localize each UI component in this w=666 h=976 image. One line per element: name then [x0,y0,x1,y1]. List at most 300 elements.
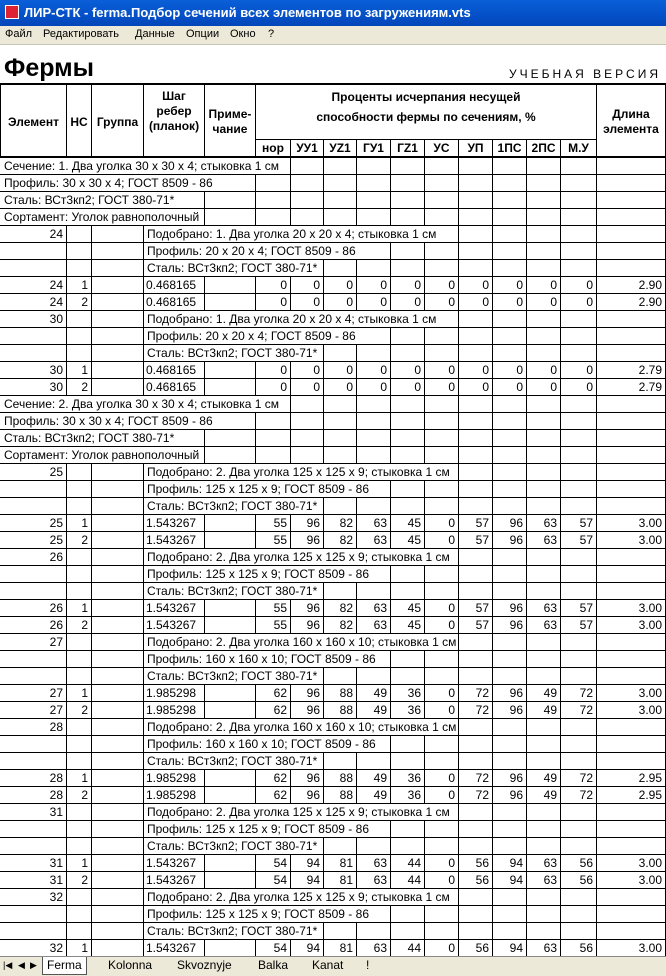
cell[interactable] [91,872,144,888]
cell[interactable] [290,209,324,225]
cell[interactable] [560,889,597,905]
cell-mu[interactable]: 72 [560,770,597,786]
cell[interactable] [492,226,527,242]
cell-up[interactable]: 57 [458,617,493,633]
cell[interactable] [390,566,425,582]
cell[interactable] [204,787,256,803]
cell-element[interactable]: 28 [1,770,67,786]
cell-nor[interactable]: 54 [255,872,291,888]
cell[interactable] [596,736,666,752]
cell[interactable] [1,243,67,259]
cell[interactable] [204,872,256,888]
cell[interactable] [356,328,391,344]
cell[interactable] [424,668,459,684]
cell-up[interactable]: 72 [458,685,493,701]
cell-element[interactable]: 26 [1,549,67,565]
cell-mu[interactable]: 0 [560,362,597,378]
prev-sheet-icon[interactable]: ◀ [18,960,25,970]
cell[interactable] [356,209,391,225]
cell-ns[interactable]: 1 [66,362,92,378]
cell-gu1[interactable]: 0 [356,294,391,310]
cell[interactable] [390,736,425,752]
cell[interactable] [526,447,561,463]
cell[interactable] [458,838,493,854]
cell[interactable] [492,430,527,446]
cell-step[interactable]: 1.985298 [143,685,205,701]
cell[interactable] [290,192,324,208]
cell-gz1[interactable]: 0 [390,294,425,310]
cell-element[interactable]: 26 [1,600,67,616]
cell-1ps[interactable]: 0 [492,362,527,378]
cell[interactable] [390,583,425,599]
cell[interactable] [526,668,561,684]
cell[interactable] [204,855,256,871]
cell[interactable] [356,430,391,446]
cell[interactable] [596,753,666,769]
cell-gu1[interactable]: 49 [356,702,391,718]
cell-mu[interactable]: 56 [560,940,597,956]
cell-element[interactable]: 30 [1,379,67,395]
cell[interactable] [596,311,666,327]
cell-1ps[interactable]: 94 [492,855,527,871]
cell[interactable] [356,243,391,259]
cell-up[interactable]: 72 [458,787,493,803]
cell[interactable] [596,430,666,446]
cell[interactable] [1,583,67,599]
cell[interactable] [91,787,144,803]
cell[interactable] [492,243,527,259]
cell[interactable] [526,736,561,752]
cell[interactable] [91,702,144,718]
cell-us[interactable]: 0 [424,702,459,718]
cell[interactable] [424,175,459,191]
cell-length[interactable]: 2.79 [596,379,666,395]
cell[interactable] [560,243,597,259]
cell[interactable] [560,481,597,497]
cell[interactable] [560,566,597,582]
cell[interactable] [323,175,357,191]
cell-length[interactable]: 2.95 [596,787,666,803]
cell-nor[interactable]: 55 [255,617,291,633]
cell[interactable] [596,566,666,582]
cell[interactable] [424,243,459,259]
cell-uu1[interactable]: 96 [290,600,324,616]
cell[interactable] [560,736,597,752]
cell[interactable] [323,209,357,225]
cell[interactable] [492,481,527,497]
cell-us[interactable]: 0 [424,787,459,803]
cell[interactable] [492,923,527,939]
cell[interactable] [596,464,666,480]
cell-gz1[interactable]: 36 [390,787,425,803]
cell[interactable] [492,260,527,276]
cell[interactable] [492,889,527,905]
cell-us[interactable]: 0 [424,617,459,633]
cell-uu1[interactable]: 0 [290,277,324,293]
cell[interactable] [91,532,144,548]
cell-us[interactable]: 0 [424,362,459,378]
cell[interactable] [526,821,561,837]
cell[interactable] [596,396,666,412]
cell[interactable] [356,753,391,769]
cell[interactable] [204,617,256,633]
cell[interactable] [526,311,561,327]
cell-1ps[interactable]: 96 [492,515,527,531]
cell-2ps[interactable]: 63 [526,532,561,548]
cell-2ps[interactable]: 49 [526,685,561,701]
cell-step[interactable]: 1.543267 [143,855,205,871]
cell-length[interactable]: 3.00 [596,855,666,871]
cell-step[interactable]: 0.468165 [143,277,205,293]
cell[interactable] [91,498,144,514]
cell[interactable] [424,328,459,344]
cell-up[interactable]: 57 [458,515,493,531]
cell[interactable] [492,158,527,174]
cell[interactable] [356,838,391,854]
cell[interactable] [458,583,493,599]
cell[interactable] [204,532,256,548]
cell-us[interactable]: 0 [424,940,459,956]
cell-gz1[interactable]: 0 [390,362,425,378]
cell[interactable] [424,345,459,361]
cell[interactable] [526,345,561,361]
cell[interactable] [560,923,597,939]
cell[interactable] [526,634,561,650]
cell[interactable] [560,906,597,922]
cell-element[interactable]: 31 [1,872,67,888]
cell[interactable] [323,158,357,174]
cell[interactable] [596,226,666,242]
cell[interactable] [290,158,324,174]
cell[interactable] [255,192,291,208]
cell[interactable] [596,719,666,735]
menu-help[interactable]: ? [268,28,275,40]
cell[interactable] [560,583,597,599]
cell[interactable] [458,175,493,191]
cell[interactable] [390,498,425,514]
cell[interactable] [204,770,256,786]
cell[interactable] [204,447,256,463]
cell-gz1[interactable]: 45 [390,515,425,531]
cell-us[interactable]: 0 [424,277,459,293]
cell-nor[interactable]: 54 [255,940,291,956]
cell[interactable] [91,923,144,939]
cell[interactable] [66,719,92,735]
cell[interactable] [458,345,493,361]
cell[interactable] [91,821,144,837]
cell[interactable] [66,481,92,497]
cell[interactable] [91,855,144,871]
cell[interactable] [66,464,92,480]
cell[interactable] [255,209,291,225]
cell[interactable] [596,821,666,837]
cell[interactable] [424,430,459,446]
cell[interactable] [560,634,597,650]
cell[interactable] [91,566,144,582]
tab-kanat[interactable]: Kanat [312,958,344,972]
cell-step[interactable]: 0.468165 [143,379,205,395]
cell[interactable] [458,243,493,259]
cell[interactable] [1,838,67,854]
cell-gz1[interactable]: 0 [390,277,425,293]
cell-nor[interactable]: 55 [255,600,291,616]
cell-ns[interactable]: 1 [66,940,92,956]
cell-ns[interactable]: 2 [66,787,92,803]
cell[interactable] [596,889,666,905]
cell[interactable] [66,583,92,599]
cell[interactable] [560,549,597,565]
cell-ns[interactable]: 2 [66,379,92,395]
cell[interactable] [356,923,391,939]
cell[interactable] [1,328,67,344]
cell[interactable] [492,209,527,225]
cell-gu1[interactable]: 49 [356,787,391,803]
cell-gu1[interactable]: 63 [356,600,391,616]
cell-uu1[interactable]: 96 [290,702,324,718]
cell-element[interactable]: 26 [1,617,67,633]
cell[interactable] [91,583,144,599]
cell-gz1[interactable]: 44 [390,872,425,888]
cell[interactable] [526,328,561,344]
cell-uu1[interactable]: 94 [290,855,324,871]
cell[interactable] [492,413,527,429]
cell[interactable] [492,736,527,752]
cell-gz1[interactable]: 45 [390,532,425,548]
cell[interactable] [66,243,92,259]
cell-element[interactable]: 25 [1,532,67,548]
cell[interactable] [204,379,256,395]
cell-nor[interactable]: 54 [255,855,291,871]
cell[interactable] [492,396,527,412]
cell[interactable] [66,260,92,276]
cell[interactable] [424,838,459,854]
cell[interactable] [492,464,527,480]
cell[interactable] [91,668,144,684]
cell[interactable] [390,821,425,837]
cell-uz1[interactable]: 82 [323,532,357,548]
cell[interactable] [66,906,92,922]
cell[interactable] [560,311,597,327]
cell[interactable] [91,311,144,327]
cell[interactable] [290,430,324,446]
cell-step[interactable]: 1.543267 [143,515,205,531]
cell-uu1[interactable]: 0 [290,362,324,378]
cell[interactable] [91,736,144,752]
cell[interactable] [526,804,561,820]
cell[interactable] [1,260,67,276]
cell-nor[interactable]: 62 [255,685,291,701]
cell[interactable] [424,651,459,667]
cell-length[interactable]: 3.00 [596,685,666,701]
cell[interactable] [458,311,493,327]
cell-element[interactable]: 31 [1,855,67,871]
cell[interactable] [255,413,291,429]
cell[interactable] [424,481,459,497]
cell[interactable] [492,345,527,361]
cell[interactable] [323,430,357,446]
cell-ns[interactable]: 1 [66,600,92,616]
cell[interactable] [424,158,459,174]
cell[interactable] [492,566,527,582]
cell-length[interactable]: 3.00 [596,702,666,718]
cell[interactable] [356,345,391,361]
cell-length[interactable]: 3.00 [596,872,666,888]
cell[interactable] [596,243,666,259]
cell-uu1[interactable]: 94 [290,940,324,956]
cell[interactable] [66,549,92,565]
menu-window[interactable]: Окно [230,28,256,40]
cell-element[interactable]: 27 [1,685,67,701]
cell[interactable] [596,804,666,820]
tab-kolonna[interactable]: Kolonna [108,958,153,972]
cell-ns[interactable]: 2 [66,702,92,718]
cell-uz1[interactable]: 88 [323,702,357,718]
cell[interactable] [66,889,92,905]
cell[interactable] [596,413,666,429]
cell[interactable] [290,413,324,429]
cell[interactable] [66,821,92,837]
cell-gu1[interactable]: 49 [356,770,391,786]
cell[interactable] [596,906,666,922]
cell-step[interactable]: 1.985298 [143,787,205,803]
cell[interactable] [91,617,144,633]
cell[interactable] [596,668,666,684]
cell[interactable] [526,192,561,208]
cell-nor[interactable]: 0 [255,277,291,293]
cell[interactable] [1,753,67,769]
cell[interactable] [596,634,666,650]
cell-step[interactable]: 1.543267 [143,940,205,956]
cell[interactable] [323,192,357,208]
cell[interactable] [91,804,144,820]
cell[interactable] [390,651,425,667]
cell[interactable] [66,651,92,667]
cell-mu[interactable]: 57 [560,600,597,616]
cell-length[interactable]: 2.90 [596,294,666,310]
cell-uz1[interactable]: 0 [323,379,357,395]
cell[interactable] [596,345,666,361]
cell-gu1[interactable]: 0 [356,362,391,378]
cell[interactable] [526,498,561,514]
cell-1ps[interactable]: 0 [492,294,527,310]
cell[interactable] [458,413,493,429]
cell[interactable] [596,481,666,497]
tab-ferma[interactable]: Ferma [42,957,87,975]
cell[interactable] [458,328,493,344]
cell[interactable] [356,413,391,429]
cell-uz1[interactable]: 88 [323,685,357,701]
cell-2ps[interactable]: 0 [526,294,561,310]
cell-gz1[interactable]: 45 [390,617,425,633]
cell[interactable] [66,311,92,327]
cell-mu[interactable]: 72 [560,685,597,701]
cell[interactable] [66,566,92,582]
cell[interactable] [66,345,92,361]
cell-element[interactable]: 24 [1,294,67,310]
cell[interactable] [66,668,92,684]
cell[interactable] [560,226,597,242]
cell[interactable] [560,668,597,684]
cell[interactable] [390,260,425,276]
cell[interactable] [390,158,425,174]
cell[interactable] [356,583,391,599]
cell[interactable] [204,515,256,531]
cell[interactable] [560,158,597,174]
cell[interactable] [390,175,425,191]
cell[interactable] [390,668,425,684]
cell[interactable] [458,430,493,446]
cell[interactable] [526,413,561,429]
cell-gz1[interactable]: 45 [390,600,425,616]
cell[interactable] [492,804,527,820]
spreadsheet[interactable] [0,45,666,956]
cell[interactable] [458,889,493,905]
cell[interactable] [458,804,493,820]
cell[interactable] [526,158,561,174]
cell-gu1[interactable]: 63 [356,940,391,956]
cell[interactable] [1,906,67,922]
cell-element[interactable]: 30 [1,311,67,327]
cell-gu1[interactable]: 0 [356,379,391,395]
cell[interactable] [596,260,666,276]
cell-length[interactable]: 3.00 [596,532,666,548]
cell[interactable] [492,838,527,854]
cell-1ps[interactable]: 96 [492,787,527,803]
cell[interactable] [424,583,459,599]
cell[interactable] [323,753,357,769]
cell[interactable] [526,566,561,582]
cell-uu1[interactable]: 0 [290,294,324,310]
cell-step[interactable]: 1.985298 [143,702,205,718]
cell[interactable] [91,515,144,531]
cell-1ps[interactable]: 96 [492,770,527,786]
cell-step[interactable]: 1.543267 [143,872,205,888]
cell[interactable] [290,396,324,412]
cell[interactable] [560,430,597,446]
cell[interactable] [1,651,67,667]
cell[interactable] [91,719,144,735]
cell[interactable] [356,192,391,208]
cell[interactable] [91,345,144,361]
cell[interactable] [390,345,425,361]
cell[interactable] [390,192,425,208]
menu-options[interactable]: Опции [186,28,220,40]
cell-up[interactable]: 56 [458,855,493,871]
cell[interactable] [91,770,144,786]
cell[interactable] [91,464,144,480]
cell[interactable] [492,821,527,837]
cell-element[interactable]: 32 [1,940,67,956]
cell[interactable] [526,889,561,905]
cell[interactable] [492,651,527,667]
cell[interactable] [458,158,493,174]
cell[interactable] [596,175,666,191]
cell-mu[interactable]: 0 [560,277,597,293]
cell-ns[interactable]: 1 [66,685,92,701]
cell[interactable] [526,719,561,735]
cell[interactable] [424,396,459,412]
cell-uz1[interactable]: 88 [323,787,357,803]
cell[interactable] [255,175,291,191]
cell[interactable] [596,651,666,667]
cell-uz1[interactable]: 82 [323,600,357,616]
cell[interactable] [526,906,561,922]
cell-up[interactable]: 56 [458,940,493,956]
cell[interactable] [91,481,144,497]
cell[interactable] [1,923,67,939]
cell-1ps[interactable]: 96 [492,600,527,616]
cell[interactable] [66,736,92,752]
